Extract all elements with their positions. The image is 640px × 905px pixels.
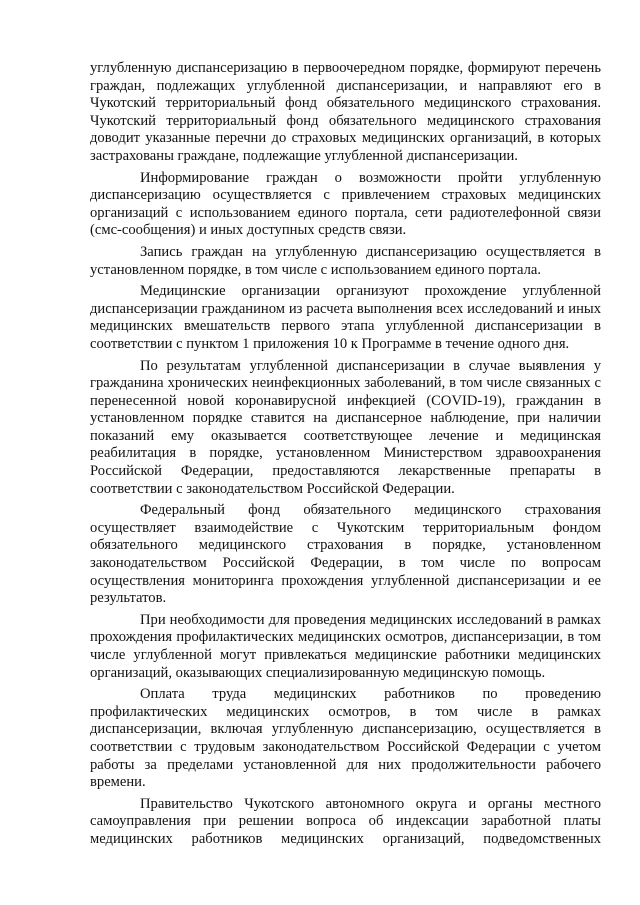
paragraph-registration: Запись граждан на углубленную диспансеризацию осуществляется в установленном порядке, в том числе с использованием единого портала. [90, 243, 601, 278]
paragraph-federal-fund: Федеральный фонд обязательного медицинского страхования осуществляет взаимодействие с Чукотским территориальным фондом обязательного медицинского страхования в порядке, установленном законодательством Российской Федерации, в том числе по вопросам осуществления мониторинга прохождения углубленной диспансеризации и ее результатов. [90, 502, 601, 607]
document-page [90, 60, 601, 853]
paragraph-payment: Оплата труда медицинских работников по проведению профилактических медицинских осмотров, в том числе в рамках диспансеризации, включая углубленную диспансеризацию, осуществляется в соответствии с трудовым законодательством Российской Федерации с учетом работы за пределами установленной для них продолжительности рабочего времени. [90, 686, 601, 791]
paragraph-medical-organizations: Медицинские организации организуют прохождение углубленной диспансеризации гражданином из расчета выполнения всех исследований и иных медицинских вмешательств первого этапа углубленной диспансеризации в соответствии с пунктом 1 приложения 10 к Программе в течение одного дня. [90, 283, 601, 352]
paragraph-government: Правительство Чукотского автономного округа и органы местного самоуправления при решении вопроса об индексации заработной платы медицинских работников медицинских организаций, подведомственных [90, 795, 601, 847]
paragraph-specialists: При необходимости для проведения медицинских исследований в рамках прохождения профилактических медицинских осмотров, диспансеризации, в том числе углубленной могут привлекаться медицинские работники медицинских организаций, оказывающих специализированную медицинскую помощь. [90, 611, 601, 681]
paragraph-continuation: углубленную диспансеризацию в первоочередном порядке, формируют перечень граждан, подлежащих углубленной диспансеризации, и направляют его в Чукотский территориальный фонд обязательного медицинского страхования. Чукотский территориальный фонд обязательного медицинского страхования доводит указанные перечни до страховых медицинских организаций, в которых застрахованы граждане, подлежащие углубленной диспансеризации. [90, 60, 601, 164]
paragraph-informing-citizens: Информирование граждан о возможности пройти углубленную диспансеризацию осуществляется с привлечением страховых медицинских организаций с использованием единого портала, сети радиотелефонной связи (смс-сообщения) и иных доступных средств связи. [90, 169, 601, 239]
paragraph-results: По результатам углубленной диспансеризации в случае выявления у гражданина хронических неинфекционных заболеваний, в том числе связанных с перенесенной новой коронавирусной инфекцией (COVID-19), гражданин в установленном порядке ставится на диспансерное наблюдение, при наличии показаний ему оказывается соответствующее лечение и медицинская реабилитация в порядке, установленном Министерством здравоохранения Российской Федерации, предоставляются лекарственные препараты в соответствии с законодательством Российской Федерации. [90, 357, 601, 497]
